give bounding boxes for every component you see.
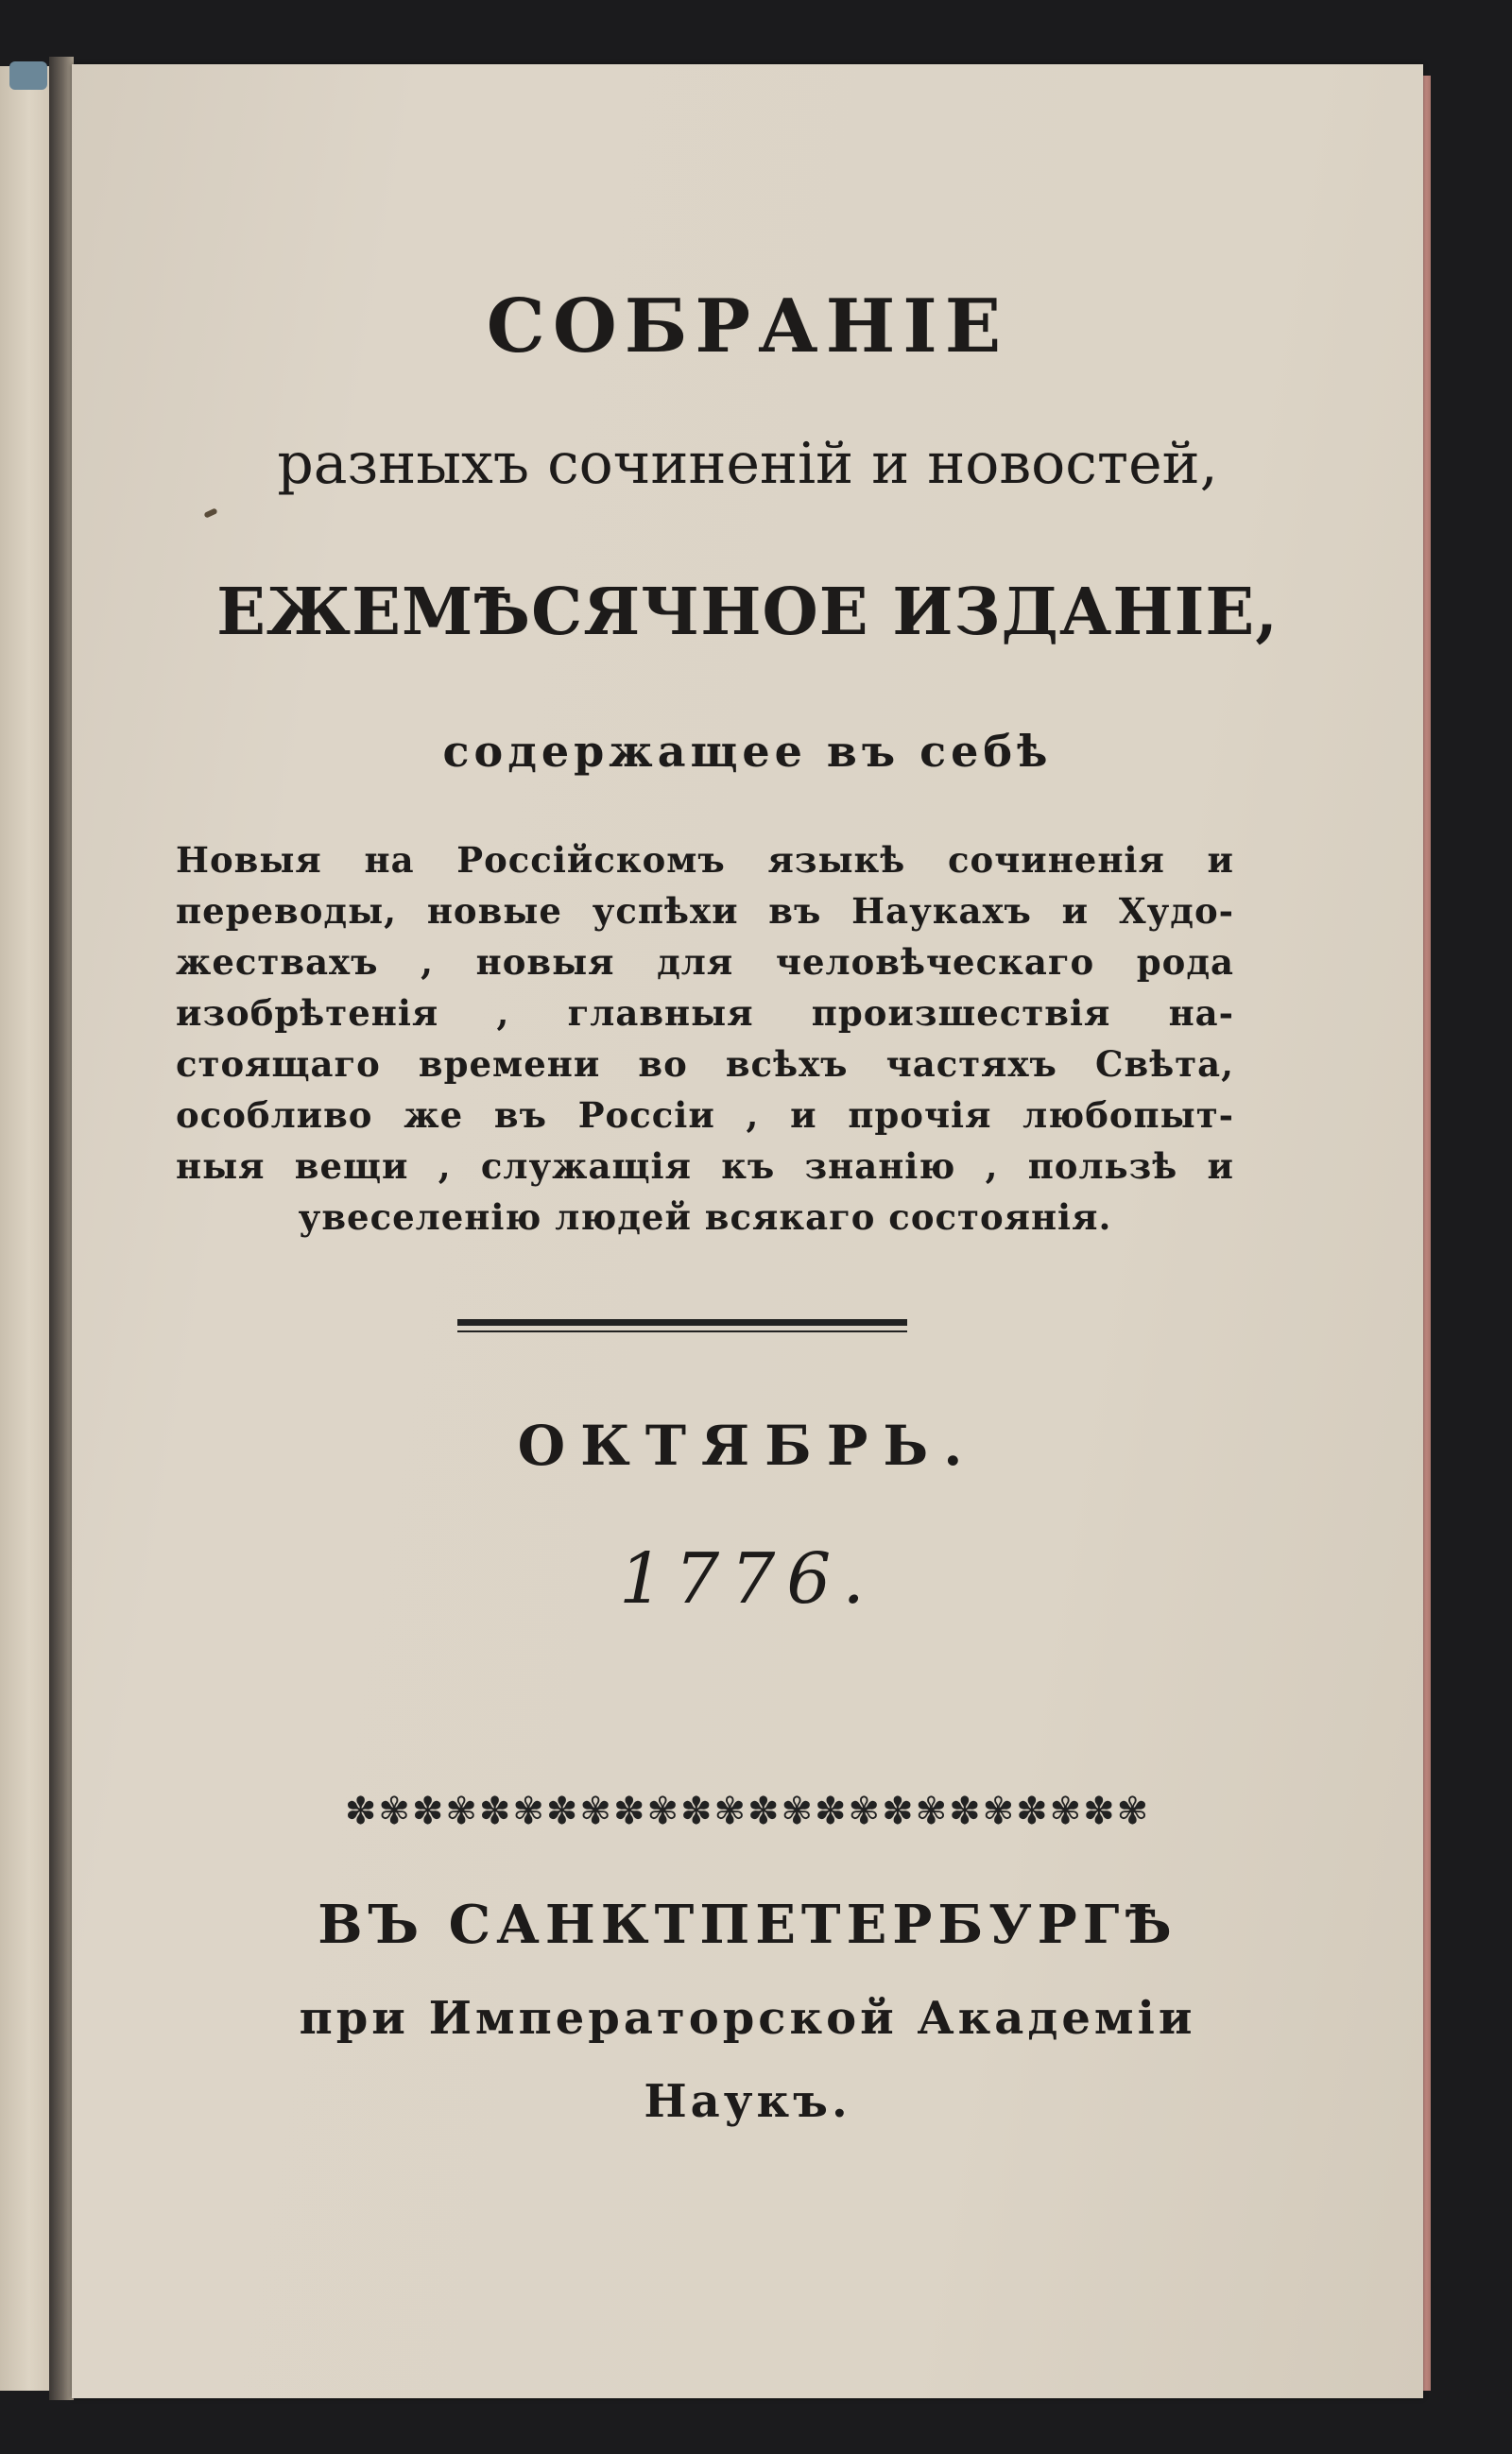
edition-heading: ЕЖЕМѢСЯЧНОЕ ИЗДАНІЕ,	[216, 575, 1279, 650]
description-line: переводы, новые успѣхи въ Наукахъ и Худо-	[176, 890, 1234, 932]
book-gutter	[49, 57, 74, 2400]
facing-page-edge	[0, 66, 51, 2391]
description-line: увеселенію людей всякаго состоянія.	[298, 1196, 1112, 1238]
description-line: Новыя на Россійскомъ языкѣ сочиненія и	[176, 839, 1234, 881]
description-line: ныя вещи , служащія къ знанію , пользѣ и	[176, 1145, 1234, 1187]
rule-thin-line	[457, 1330, 907, 1332]
imprint-city: ВЪ САНКТПЕТЕРБУРГѢ	[318, 1894, 1177, 1956]
fleuron-ornament-row: ✽✾✽✾✽✾✽✾✽✾✽✾✽✾✽✾✽✾✽✾✽✾✽✾	[344, 1790, 1151, 1833]
ink-speck	[203, 507, 217, 518]
contains-line: содержащее въ себѣ	[442, 726, 1053, 777]
description-line: особливо же въ Россіи , и прочія любопыт-	[176, 1094, 1234, 1136]
bookmark-ribbon	[9, 61, 47, 90]
title-page-content	[72, 64, 1423, 2398]
description-line: изобрѣтенія , главныя произшествія на-	[176, 992, 1234, 1034]
double-rule	[457, 1319, 907, 1332]
description-line: жествахъ , новыя для человѣческаго рода	[176, 941, 1234, 983]
description-line: стоящаго времени во всѣхъ частяхъ Свѣта,	[176, 1043, 1234, 1085]
page-subtitle: разныхъ сочиненій и новостей,	[277, 431, 1218, 497]
page-title: СОБРАНІЕ	[486, 283, 1009, 369]
imprint-press-line: Наукъ.	[644, 2075, 851, 2128]
rule-thick-line	[457, 1319, 907, 1326]
issue-year: 1776.	[619, 1538, 876, 1620]
issue-month: ОКТЯБРЬ.	[517, 1414, 978, 1478]
imprint-press-line: при Императорской Академіи	[299, 1992, 1196, 2045]
title-page	[72, 64, 1423, 2398]
